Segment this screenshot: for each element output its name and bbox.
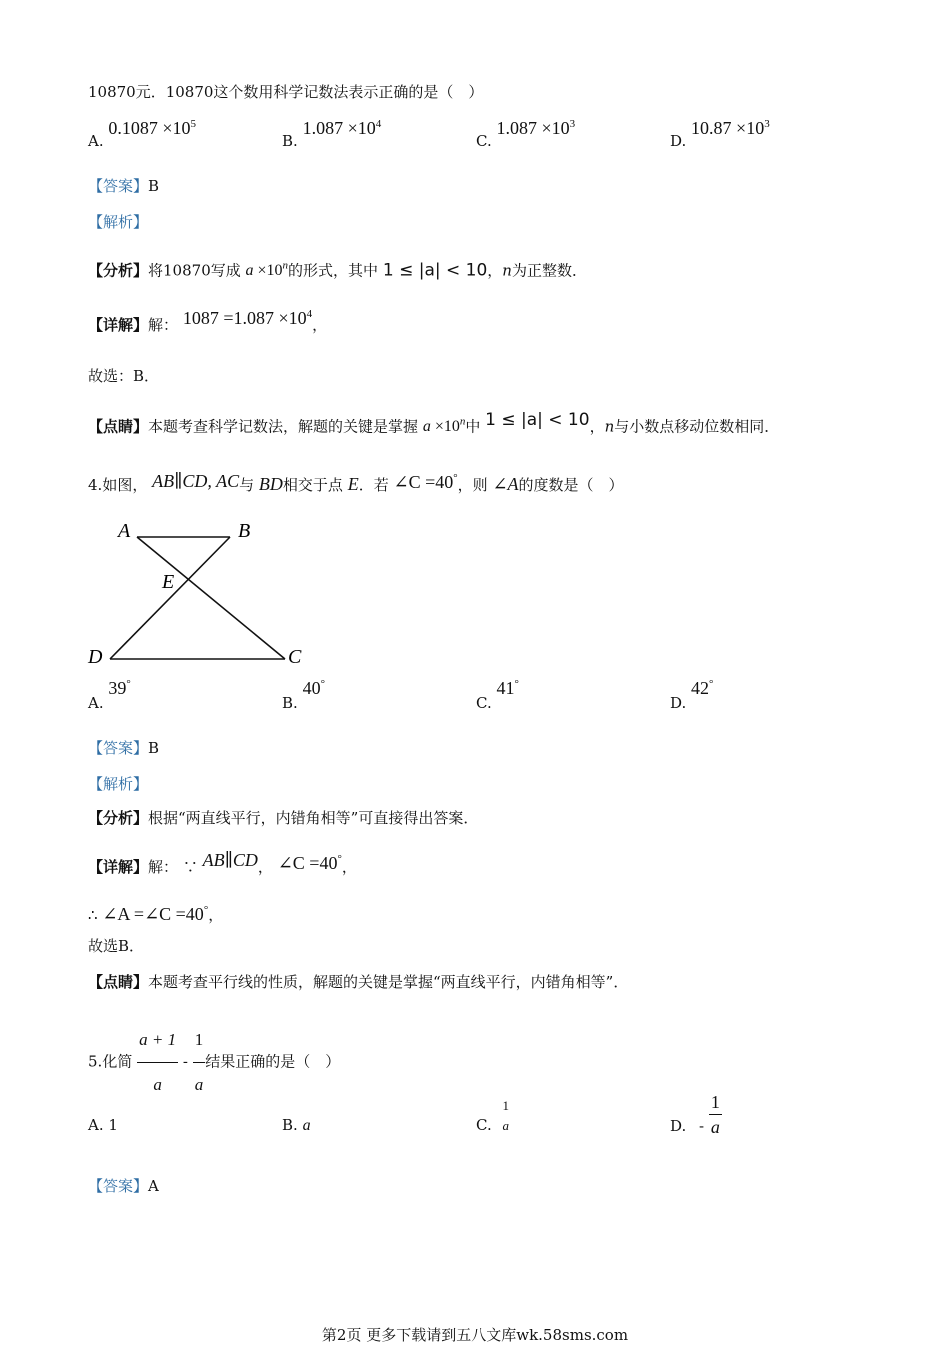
q3-option-a [88, 118, 197, 150]
option-label: A. [88, 1116, 104, 1134]
option-label: D. [670, 132, 687, 150]
option-value: $1.087 \times 10^3$ [496, 118, 576, 138]
option-label: D. [670, 1116, 687, 1135]
q5-option-a [88, 1116, 118, 1134]
q4-option-a [88, 678, 131, 712]
q4-answer [88, 738, 159, 758]
option-label: B. [282, 132, 298, 150]
inequality: 1 ≤ |a| < 10 [485, 410, 590, 431]
q3-answer [88, 176, 159, 196]
option-value: a [302, 1117, 311, 1134]
fraction-1-over-a: $\frac{1}{a}$ [193, 1018, 206, 1107]
q5-option-d: D. - $\frac{1}{a}$ [670, 1092, 720, 1137]
option-value: $0.1087 \times 10^5$ [108, 118, 197, 138]
point-label-c: C [288, 646, 302, 668]
q4-therefore: ∴ ∠A =∠C =40°， [88, 904, 224, 924]
q4-fenxi: 【分析】根据“两直线平行，内错角相等”可直接得出答案． [88, 809, 479, 827]
answer-value: B [148, 177, 160, 195]
point-label-d: D [88, 646, 103, 668]
geometry-figure [82, 510, 342, 680]
option-label: A. [88, 694, 104, 712]
inequality: 1 ≤ |a| < 10 [382, 260, 488, 281]
q4-option-c [476, 678, 519, 712]
option-label: B. [282, 694, 298, 712]
option-label: C. [476, 1116, 492, 1134]
fraction-a-plus-1-over-a: $\frac{a + 1}{a}$ [137, 1018, 178, 1107]
q5-option-c [476, 1096, 511, 1136]
fenxi-tag: 【分析】 [88, 261, 149, 280]
option-value: 40° [302, 678, 325, 698]
fenxi-tag: 【分析】 [88, 809, 149, 827]
q3-conclusion: 故选：B． [88, 367, 160, 385]
q3-stem: 10870元．10870这个数用科学记数法表示正确的是（ ） [88, 83, 484, 101]
q4-option-d [670, 678, 714, 712]
q3-jiexi-tag: 【解析】 [88, 213, 149, 231]
q3-option-c [476, 118, 576, 150]
option-label: D. [670, 694, 687, 712]
option-value: 1 a [502, 1098, 509, 1133]
answer-tag: 【答案】 [88, 739, 149, 757]
q3-fenxi: 【分析】将10870写成 $a \times 10^n$的形式，其中 1 ≤ |a| < 10，n为正整数． [88, 260, 587, 281]
q3-xiangjie: 【详解】解： $1087 =1.087 \times 10^4$， [88, 308, 328, 334]
q3-dianjing: 【点睛】本题考查科学记数法，解题的关键是掌握 $a \times 10^n$中 1 ≤ |a| < 10，n与小数点移动位数相同． [88, 410, 780, 436]
dianjing-tag: 【点睛】 [88, 973, 149, 991]
dianjing-tag: 【点睛】 [88, 417, 149, 436]
option-value: $1.087 \times 10^4$ [302, 118, 382, 138]
option-value: 39° [108, 678, 131, 698]
option-label: B. [282, 1116, 298, 1134]
answer-value: A [148, 1177, 159, 1195]
q4-option-b [282, 678, 325, 712]
option-value: 42° [691, 678, 714, 698]
option-value: 41° [496, 678, 519, 698]
option-label: C. [476, 694, 492, 712]
q4-jiexi-tag: 【解析】 [88, 775, 149, 793]
q5-option-b [282, 1116, 311, 1135]
q3-option-d [670, 118, 770, 150]
q4-conclusion: 故选B． [88, 937, 145, 955]
q4-xiangjie: 【详解】解： ∵ AB∥CD， ∠C =40°， [88, 850, 357, 876]
q4-dianjing: 【点睛】本题考查平行线的性质，解题的关键是掌握“两直线平行，内错角相等”． [88, 973, 629, 991]
xiangjie-tag: 【详解】 [88, 316, 149, 334]
point-label-a: A [118, 520, 131, 542]
answer-value: B [148, 739, 160, 757]
option-value: 1 [108, 1116, 118, 1134]
point-label-e: E [162, 571, 175, 593]
option-value: $10.87 \times 10^3$ [691, 118, 770, 138]
xiangjie-tag: 【详解】 [88, 858, 149, 876]
option-label: C. [476, 132, 492, 150]
page-footer: 第2页 更多下载请到五八文库wk.58sms.com [321, 1326, 629, 1344]
option-label: A. [88, 132, 104, 150]
q3-option-b [282, 118, 382, 150]
option-value: $\frac{1}{a}$ [710, 1092, 720, 1137]
point-label-b: B [238, 520, 251, 542]
q5-answer [88, 1176, 159, 1196]
answer-tag: 【答案】 [88, 1177, 149, 1195]
q5-stem: 5.化简 $\frac{a + 1}{a}$ - $\frac{1}{a}$ 结果正确的是（ ） [88, 1018, 340, 1107]
answer-tag: 【答案】 [88, 177, 149, 195]
q4-stem: 4.如图， AB∥CD, AC与 BD相交于点 E．若 ∠C =40°，则 ∠A的度数是（ ） [88, 471, 624, 494]
